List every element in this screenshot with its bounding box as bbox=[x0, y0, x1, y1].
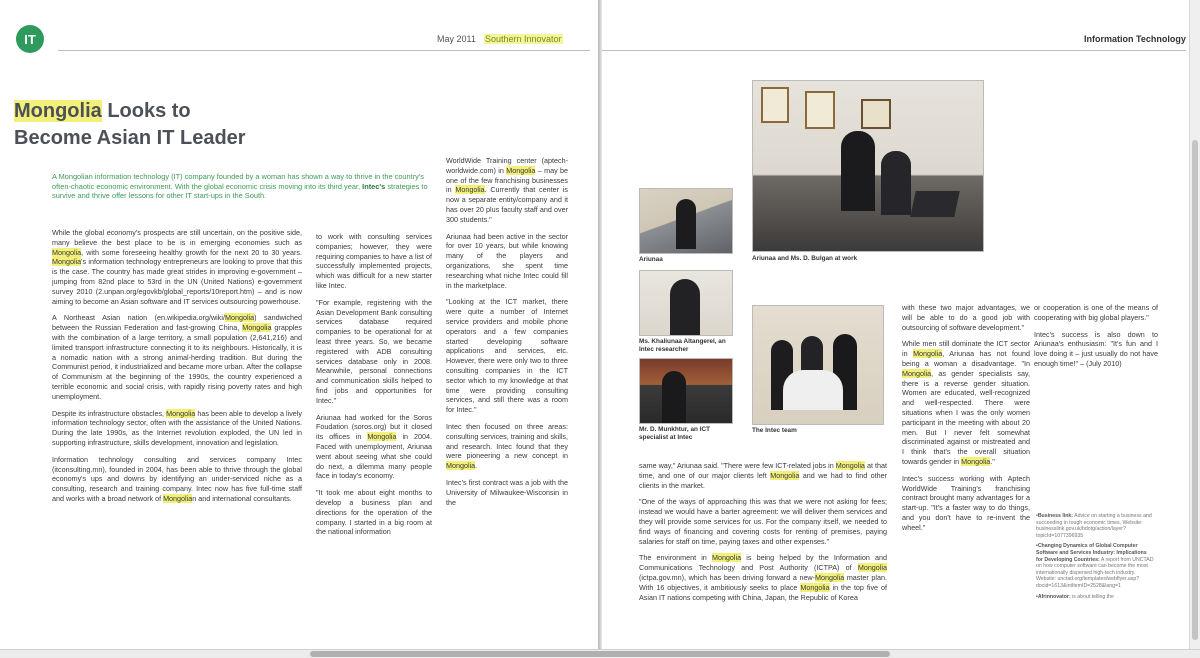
keyword-highlight: Mongolia bbox=[242, 323, 272, 333]
person-figure bbox=[662, 371, 686, 423]
keyword-highlight: Mongolia bbox=[166, 408, 196, 418]
left-column-3 bbox=[446, 156, 568, 514]
caption-khaliunaa: Ms. Khaliunaa Altangerel, an Intec researcher bbox=[639, 338, 726, 353]
photo-munkhtur bbox=[639, 358, 733, 424]
vertical-scroll-thumb[interactable] bbox=[1192, 140, 1198, 640]
person-figure bbox=[783, 370, 843, 410]
paragraph: While the global economy's prospects are still uncertain, on the positive side, many believe the best place to be is in emerging economies such as Mongolia, with some foreseeing healthy growth for the next 20 to 30 years. Mongolia's information technology entrepreneurs are looking to prove that this is the case. The country has made great strides in improving e-government – jumping from 82nd place to 53rd in the UN (United Nations) e-government survey 2010 (2.unpan.org/egovkb/global_reports/10report.htm) – and is now aiming to become an Asian software and IT services outsourcing powerhouse. bbox=[52, 228, 302, 306]
header-rule-right bbox=[602, 50, 1186, 51]
frame-icon bbox=[761, 87, 789, 123]
paragraph: Ariunaa had been active in the sector for over 10 years, but while knowing many of the players and organizations, she spent time researching what niche Intec could fill in the marketplace. bbox=[446, 231, 568, 290]
paragraph: Intec's first contract was a job with the University of Milwaukee-Wisconsin in the bbox=[446, 477, 568, 507]
keyword-highlight: Mongolia bbox=[815, 572, 845, 582]
horizontal-scrollbar[interactable] bbox=[0, 649, 1200, 658]
issue-date: May 2011 bbox=[437, 34, 476, 44]
sidebar-item-title: •Changing Dynamics of Global Computer Software and Services Industry: Implications for Developing Countries: bbox=[1036, 543, 1147, 563]
paragraph: "One of the ways of approaching this was that we were not asking for fees; instead we would have a barter agreement: we will deliver them services and they will provide some services for us. For the company itself, we needed to find ways of financing and covering costs for renting of premises, paying salaries for staff on time, paying taxes and other expenses." bbox=[639, 497, 887, 546]
photo-ariunaa bbox=[639, 188, 733, 254]
caption-ariunaa: Ariunaa bbox=[639, 256, 663, 263]
lead-text-1: A Mongolian information technology (IT) company founded by a woman has shown a way to thrive in the country's often-chaotic economic environment. With the global economic crisis moving into its third year, bbox=[52, 172, 424, 191]
paragraph: "Looking at the ICT market, there were quite a number of Internet service providers and mobile phone operators and a few companies started developing software applications and services, etc. However, there were only two to three consulting companies in the ICT sector which to my knowledge at that time were providing consulting services, and still there was a room for Intec." bbox=[446, 297, 568, 415]
paragraph: "It took me about eight months to develop a business plan and directions for the operation of the company. I started in a big room at the national information bbox=[316, 488, 432, 537]
caption-munkhtur: Mr. D. Munkhtur, an ICT specialist at Intec bbox=[639, 426, 711, 441]
sidebar-item bbox=[1036, 543, 1154, 589]
horizontal-scroll-thumb[interactable] bbox=[310, 651, 890, 657]
paragraph: Intec's success is also down to Ariunaa's enthusiasm: "It's fun and I love doing it – just usually do not have enough time!" – (July 2010) bbox=[1034, 329, 1158, 368]
caption-intec-team: The Intec team bbox=[752, 427, 797, 434]
paragraph: "For example, registering with the Asian Development Bank consulting services database required companies to be operational for at least three years. So, we became registered with ADB consulting services database only in 2008. Meanwhile, personal connections and communication skills helped to find jobs and opportunities for Intec." bbox=[316, 297, 432, 405]
keyword-highlight: Mongolia bbox=[52, 247, 82, 257]
title-line2: Become Asian IT Leader bbox=[14, 127, 246, 149]
paragraph: with these two major advantages, we will be able to do a good job with outsourcing of software development." bbox=[902, 303, 1030, 332]
keyword-highlight: Mongolia bbox=[711, 553, 742, 563]
keyword-highlight: Mongolia bbox=[913, 349, 943, 359]
photo-intec-team bbox=[752, 305, 884, 425]
left-page bbox=[0, 0, 598, 658]
sidebar-item bbox=[1036, 594, 1154, 601]
keyword-highlight: Mongolia bbox=[367, 432, 397, 442]
lead-bold: Intec's bbox=[362, 181, 386, 191]
paragraph: Intec then focused on three areas: consulting services, training and skills, and research. Intec found that they were pioneering a new concept in Mongolia. bbox=[446, 421, 568, 471]
frame-icon bbox=[805, 91, 835, 129]
keyword-highlight: Mongolia bbox=[902, 368, 932, 378]
person-figure bbox=[841, 131, 875, 211]
it-section-badge: IT bbox=[16, 25, 44, 53]
paragraph: WorldWide Training center (aptech-worldwide.com) in Mongolia – may be one of the few franchising businesses in Mongolia. Currently that center is now a separate entity/company and it has over 20 plus faculty staff and over 300 students." bbox=[446, 156, 569, 224]
person-figure bbox=[881, 151, 911, 215]
left-column-1 bbox=[52, 228, 302, 511]
paragraph: to work with consulting services companies; however, they were requiring companies to have a list of successfully implemented projects, which was difficult for a new starter like Intec. bbox=[316, 232, 432, 290]
photo-ariunaa-bulgan bbox=[752, 80, 984, 252]
right-column-3 bbox=[1034, 303, 1158, 376]
section-title: Information Technology bbox=[1084, 34, 1186, 44]
paragraph: Intec's success working with Aptech WorldWide Training's franchising contract brought many advantages for a start-up. "It's a faster way to do things, and you don't have to re-invent the wheel." bbox=[902, 473, 1030, 532]
keyword-highlight: Mongolia bbox=[455, 185, 485, 195]
sidebar-item-text: Advice on starting a business and succeeding in tough economic times. Website: businesslink.gov.uk/bdotg/action/layer?topicId=1077396935 bbox=[1036, 513, 1152, 539]
article-title bbox=[14, 98, 434, 152]
sidebar-item-title: •Afrinnovator: bbox=[1036, 593, 1071, 600]
vertical-scrollbar[interactable] bbox=[1189, 0, 1200, 650]
sidebar-item-text: A report from UNCTAD on how computer software can become the most internationally dispersed high-tech industry. Website: unctad.org/templates/webflyer.asp?docid=1613&intItemID=2528&lang=1 bbox=[1036, 556, 1154, 589]
keyword-highlight: Mongolia bbox=[506, 165, 536, 175]
paragraph: While men still dominate the ICT sector in Mongolia, Ariunaa has not found being a woman a disadvantage. "In Mongolia, as gender specialists say, there is a reverse gender situation. Women are educated, well-recognized and well-respected. There were situations when I was the only women participant in the meeting with about 20 men. But I never felt somewhat discriminated against or mistreated and I think that's the overall situation towards gender in Mongolia." bbox=[902, 339, 1030, 466]
keyword-highlight: Mongolia bbox=[163, 493, 193, 503]
paragraph: Information technology consulting and services company Intec (itconsulting.mn), founded in 2004, has been able to thrive through the global economy's ups and downs by identifying an under-serviced niche as a consulting, research and training company. Intec now has five full-time staff and works with a broad network of Mongolian and international consultants. bbox=[52, 454, 302, 503]
paragraph: The environment in Mongolia is being helped by the Information and Communications Technology and Post Authority (ICTPA) of Mongolia (ictpa.gov.mn), which has been driving forward a new-Mongolia master plan. With 16 objectives, it ambitiously seeks to place Mongolia in the top five of Asian IT nations competing with China, Japan, the Republic of Korea bbox=[639, 553, 887, 602]
keyword-highlight: Mongolia bbox=[224, 313, 255, 323]
resources-sidebar bbox=[1036, 513, 1154, 600]
title-highlight: Mongolia bbox=[14, 100, 102, 122]
article-lead bbox=[52, 172, 435, 201]
caption-ariunaa-bulgan: Ariunaa and Ms. D. Bulgan at work bbox=[752, 255, 858, 262]
keyword-highlight: Mongolia bbox=[446, 461, 476, 471]
keyword-highlight: Mongolia bbox=[52, 257, 82, 267]
frame-icon bbox=[861, 99, 891, 129]
right-page bbox=[602, 0, 1190, 658]
sidebar-item-text: is about telling the bbox=[1070, 593, 1114, 600]
photo-khaliunaa bbox=[639, 270, 733, 336]
keyword-highlight: Mongolia bbox=[857, 563, 887, 573]
keyword-highlight: Mongolia bbox=[800, 582, 830, 592]
paragraph: Ariunaa had worked for the Soros Foudation (soros.org) but it closed its offices in Mongolia in 2004. Faced with unemployment, Ariunaa went about seeing what she could do next, a dilemma many people face in today's economy. bbox=[316, 412, 432, 481]
paragraph: Despite its infrastructure obstacles, Mongolia has been able to develop a lively information technology sector, often with the assistance of the United Nations. During the late 1990s, as the Internet revolution exploded, the UN led in supporting infrastructure, skills development, innovation and legislation. bbox=[52, 408, 302, 447]
laptop-icon bbox=[910, 191, 960, 217]
lead-text-2: strategies to survive and thrive offer lessons for other IT start-ups in the South. bbox=[52, 181, 428, 201]
keyword-highlight: Mongolia bbox=[835, 461, 865, 470]
person-figure bbox=[676, 199, 696, 249]
paragraph: A Northeast Asian nation (en.wikipedia.org/wiki/Mongolia) sandwiched between the Russian Federation and fast-growing China, Mongolia grapples with the combination of a large territory, a small population (2,641,216) and limited transport infrastructure connecting it to its neighbours. Historically, it is a nomadic nation with a strong animal-herding tradition. But during the Communist period, it industrialized and became more urban. After the collapse of Communism at the beginning of the 1990s, the country experienced a terrible economic and social crisis, with rapidly rising poverty rates and high unemployment. bbox=[52, 313, 303, 401]
magazine-name: Southern Innovator bbox=[485, 34, 562, 44]
keyword-highlight: Mongolia bbox=[961, 456, 991, 466]
person-figure bbox=[670, 279, 700, 335]
sidebar-item bbox=[1036, 513, 1154, 539]
paragraph: same way," Ariunaa said. "There were few ICT-related jobs in Mongolia at that time, and one of our major clients left Mongolia and we had to find other clients in the market. bbox=[639, 461, 888, 490]
title-rest: Looks to bbox=[101, 100, 191, 122]
paragraph: or cooperation is one of the means of cooperating with big global players." bbox=[1034, 303, 1158, 322]
right-column-2 bbox=[902, 303, 1030, 540]
sidebar-item-title: •Business link: bbox=[1036, 513, 1073, 519]
left-column-2 bbox=[316, 232, 432, 544]
header-rule bbox=[58, 50, 590, 51]
keyword-highlight: Mongolia bbox=[770, 470, 800, 480]
right-column-1 bbox=[639, 461, 887, 609]
